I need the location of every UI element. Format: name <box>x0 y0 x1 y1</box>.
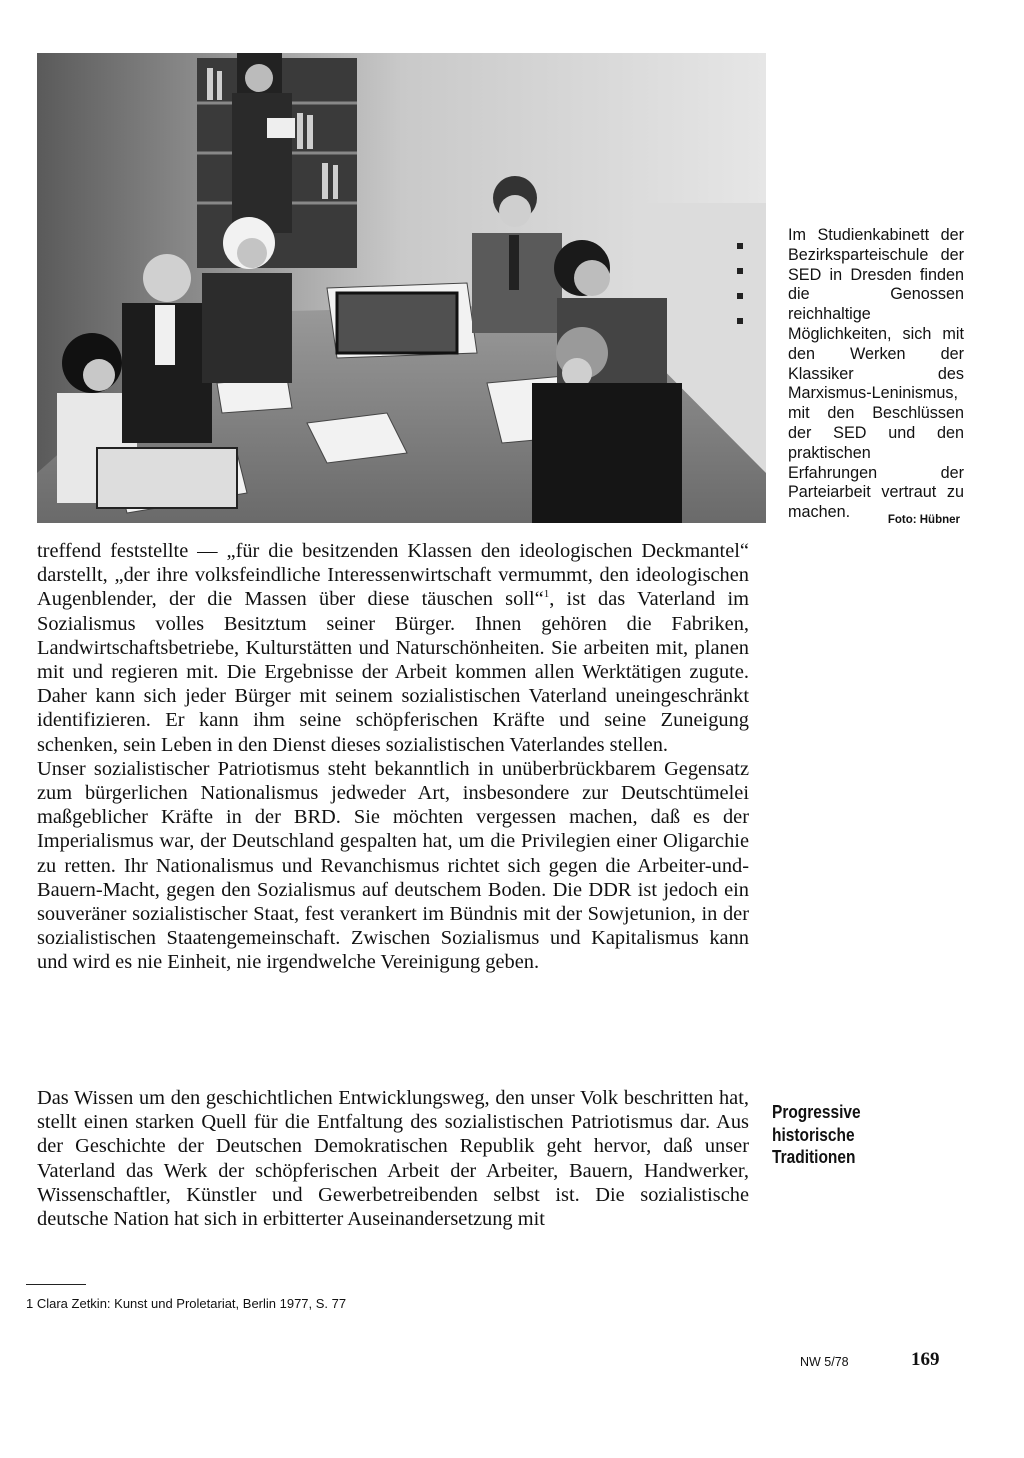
body-text-1b: , ist das Vaterland im Sozialismus volles Besitztum seiner Bürger. Ihnen gehören die Fabriken, Landwirtschaftsbetriebe, Kulturstätten und Naturschönheiten. Sie arbeiten mit, planen mit und regieren mit. Die Ergebnisse der Arbeit kommen allen Werktätigen zugute. Daher kann sich jeder Bürger mit seinem sozialistischen Vaterland uneingeschränkt identifizieren. Er kann ihm seine schöpferischen Kräfte und seine Zuneigung schenken, sein Leben in den Dienst dieses sozialistischen Vaterlandes stellen. <box>37 588 749 756</box>
page-number: 169 <box>911 1349 940 1370</box>
body-text-1c: Unser sozialistischer Patriotismus steht bekanntlich in unüberbrückbarem Gegensatz zum bürgerlichen Nationalismus jedweder Art, insbesondere zur Deutschtümelei maßgeblicher Kräfte in der BRD. Sie möchten vergessen machen, daß es der Imperialismus war, der Deutschland gespalten hat, um die Privilegien einer Oligarchie zu retten. Ihr Nationalismus und Revanchismus richtet sich gegen die Arbeiter-und-Bauern-Macht, gegen den Sozialismus auf deutschem Boden. Die DDR ist jedoch ein souveräner sozialistischer Staat, fest verankert im Bündnis mit der Sowjetunion, in der sozialistischen Staatengemeinschaft. Zwischen Sozialismus und Kapitalismus kann und wird es nie Einheit, nie irgendwelche Vereinigung geben. <box>37 757 749 974</box>
side-heading-line-3: Traditionen <box>772 1147 856 1167</box>
footnote-rule <box>26 1284 86 1285</box>
body-paragraph-1 <box>37 539 749 975</box>
side-heading-line-2: historische <box>772 1124 855 1145</box>
footnote: 1 Clara Zetkin: Kunst und Proletariat, Berlin 1977, S. 77 <box>26 1296 347 1311</box>
body-paragraph-2: Das Wissen um den geschichtlichen Entwicklungsweg, den unser Volk beschritten hat, stellt einen starken Quell für die Entfaltung des sozialistischen Patriotismus dar. Aus der Geschichte der Deutschen Demokratischen Republik geht hervor, daß unser Vaterland das Werk der schöpferischen Arbeit der Arbeiter, Bauern, Handwerker, Wissenschaftler, Künstler und Gewerbetreibenden selbst ist. Die sozialistische deutsche Nation hat sich in erbitterter Auseinandersetzung mit <box>37 1087 749 1231</box>
caption-text: Im Studienkabinett der Bezirksparteischule der SED in Dresden finden die Genossen reichhaltige Möglichkeiten, sich mit den Werken der Klassiker des Marxismus-Leninismus, mit den Beschlüssen der SED und den praktischen Erfahrungen der Parteiarbeit vertraut zu machen. <box>788 226 964 522</box>
photo-study-room <box>37 53 766 523</box>
photo-credit: Foto: Hübner <box>887 514 960 526</box>
side-heading <box>772 1101 910 1169</box>
journal-reference: NW 5/78 <box>800 1355 849 1369</box>
body-text-1a: treffend feststellte — „für die besitzenden Klassen den ideologischen Deckmantel“ darstellt, „der ihre volksfeindliche Interessenwirtschaft vermummt, den ideologischen Augenblender, der die Massen über diese täuschen soll“ <box>37 540 749 611</box>
footnote-marker: 1 <box>543 588 550 601</box>
photo-caption <box>788 226 964 523</box>
side-heading-line-1: Progressive <box>772 1102 861 1122</box>
photo-illustration <box>37 53 766 523</box>
